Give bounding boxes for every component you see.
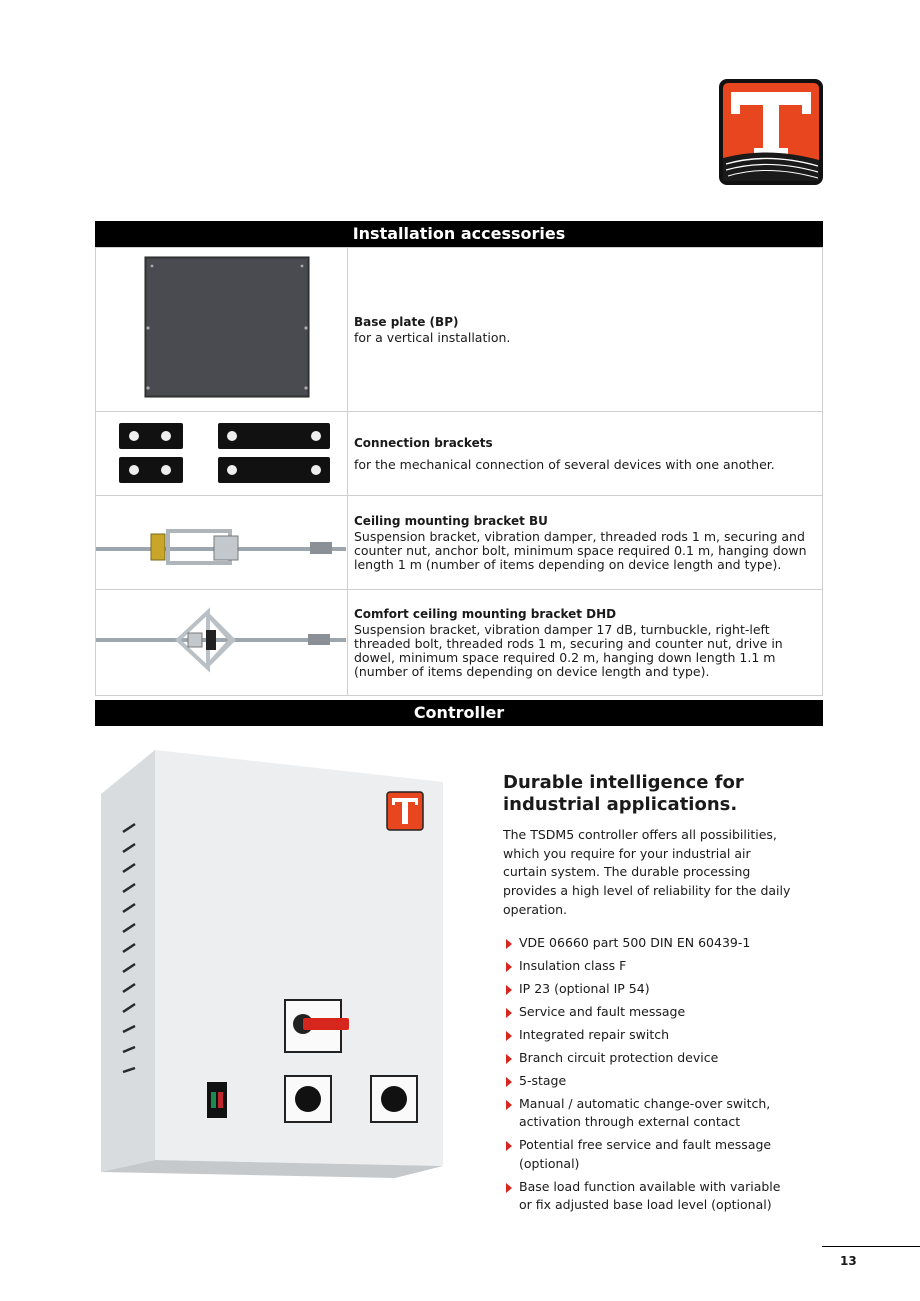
- comfort-bracket-image: [96, 590, 347, 691]
- controller-intro: The TSDM5 controller offers all possibilities, which you require for your industrial air curtain system. The durable processing provides a high level of reliability for the daily operation.: [503, 827, 791, 917]
- ceiling-bracket-image-cell: [96, 496, 348, 590]
- connection-brackets-image: [96, 412, 347, 491]
- item-title: Ceiling mounting bracket BU: [354, 513, 548, 528]
- list-item: Insulation class F: [503, 957, 793, 976]
- list-item: Integrated repair switch: [503, 1026, 793, 1045]
- base-plate-image: [96, 248, 347, 407]
- item-description: for the mechanical connection of several devices with one another.: [354, 456, 775, 472]
- controller-heading: Controller: [95, 700, 823, 726]
- base-plate-text-cell: [348, 248, 823, 412]
- base-plate-image-cell: [96, 248, 348, 412]
- accessories-table: [95, 247, 823, 696]
- table-row: [96, 590, 823, 696]
- list-item: 5-stage: [503, 1072, 793, 1091]
- connection-brackets-text-cell: [348, 412, 823, 496]
- controller-cabinet-image: [95, 742, 475, 1180]
- list-item: Branch circuit protection device: [503, 1049, 793, 1068]
- table-row: [96, 496, 823, 590]
- item-title: Base plate (BP): [354, 314, 459, 329]
- connection-brackets-image-cell: [96, 412, 348, 496]
- page-rule: [822, 1246, 920, 1247]
- feature-list: [503, 934, 793, 1215]
- table-row: [96, 248, 823, 412]
- controller-headline: Durable intelligence for industrial applications.: [503, 772, 744, 815]
- list-item: Service and fault message: [503, 1003, 793, 1022]
- item-description: Suspension bracket, vibration damper 17 dB, turnbuckle, right-left threaded bolt, threaded rods 1 m, securing and counter nut, drive in dowel, minimum space required 0.2 m, hanging down length 1.1 m (number of items depending on device length and type).: [354, 621, 783, 679]
- list-item: Base load function available with variable or fix adjusted base load level (optional): [503, 1178, 793, 1215]
- page-number: 13: [840, 1254, 857, 1268]
- list-item: Manual / automatic change-over switch, activation through external contact: [503, 1095, 793, 1132]
- item-title: Connection brackets: [354, 435, 493, 450]
- controller-description: [503, 772, 793, 1219]
- list-item: IP 23 (optional IP 54): [503, 980, 793, 999]
- brand-logo: [718, 78, 824, 186]
- comfort-bracket-text-cell: [348, 590, 823, 696]
- item-description: for a vertical installation.: [354, 329, 511, 345]
- ceiling-bracket-image: [96, 496, 347, 585]
- list-item: VDE 06660 part 500 DIN EN 60439-1: [503, 934, 793, 953]
- installation-accessories-heading: Installation accessories: [95, 221, 823, 247]
- table-row: [96, 412, 823, 496]
- item-description: Suspension bracket, vibration damper, threaded rods 1 m, securing and counter nut, anchor bolt, minimum space required 0.1 m, hanging down length 1 m (number of items depending on device length and type).: [354, 528, 807, 572]
- list-item: Potential free service and fault message (optional): [503, 1136, 793, 1173]
- item-title: Comfort ceiling mounting bracket DHD: [354, 606, 617, 621]
- ceiling-bracket-text-cell: [348, 496, 823, 590]
- comfort-bracket-image-cell: [96, 590, 348, 696]
